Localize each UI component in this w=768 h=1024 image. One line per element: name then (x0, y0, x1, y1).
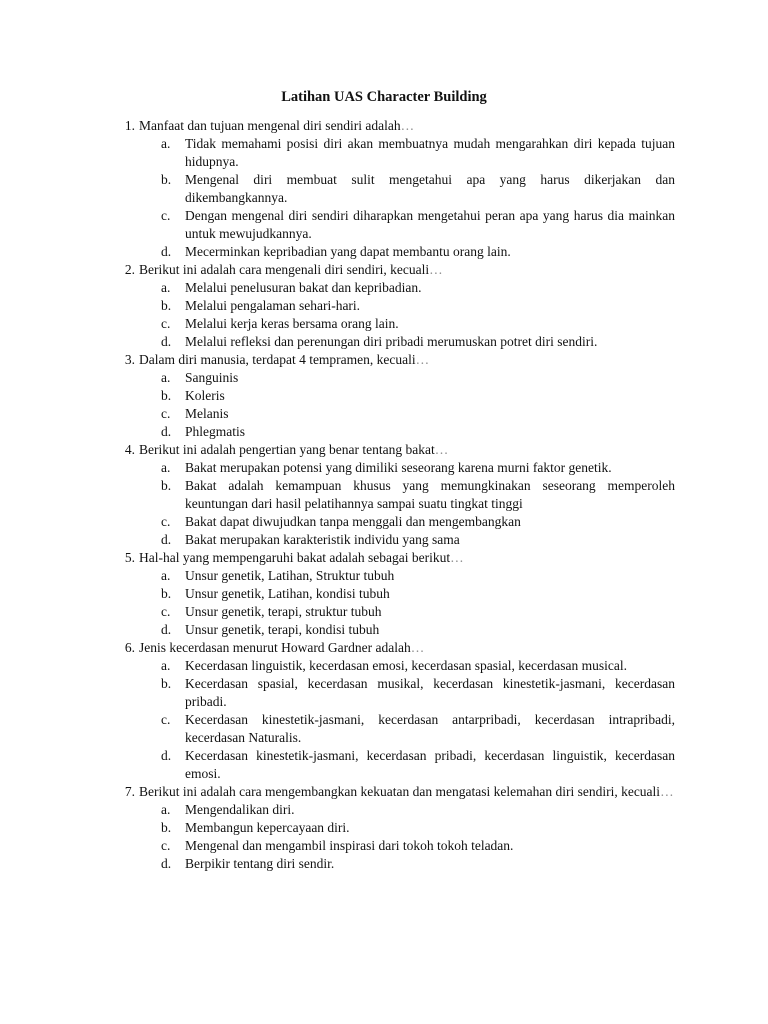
question-ellipsis: … (415, 352, 430, 367)
option-text: Melalui kerja keras bersama orang lain. (185, 316, 399, 331)
option-item (139, 207, 675, 243)
option-item (139, 135, 675, 171)
question-text: Jenis kecerdasan menurut Howard Gardner adalah (139, 640, 411, 655)
option-letter: d. (161, 244, 172, 259)
option-letter: d. (161, 748, 172, 763)
option-item (139, 333, 675, 351)
option-text: Bakat merupakan potensi yang dimiliki seseorang karena murni faktor genetik. (185, 460, 612, 475)
question-ellipsis: … (660, 784, 674, 799)
option-letter: d. (161, 532, 172, 547)
option-text: Melanis (185, 406, 229, 421)
option-text: Melalui penelusuran bakat dan kepribadian. (185, 280, 422, 295)
option-item (139, 297, 675, 315)
question-text: Dalam diri manusia, terdapat 4 tempramen, kecuali (139, 352, 416, 367)
option-item (139, 243, 675, 261)
option-letter: c. (161, 712, 171, 727)
option-text: Mengenal dan mengambil inspirasi dari tokoh tokoh teladan. (185, 838, 514, 853)
option-letter: c. (161, 838, 171, 853)
option-item (139, 747, 675, 783)
option-list (139, 567, 675, 639)
option-letter: a. (161, 658, 171, 673)
option-list (139, 369, 675, 441)
option-item (139, 423, 675, 441)
option-text: Koleris (185, 388, 225, 403)
question-text: Berikut ini adalah pengertian yang benar tentang bakat (139, 442, 435, 457)
option-item (139, 837, 675, 855)
question-item (113, 783, 675, 873)
question-number: 6. (124, 640, 135, 655)
option-text: Mengenal diri membuat sulit mengetahui apa yang harus dikerjakan dan dikembangkannya. (185, 172, 675, 205)
question-item (113, 549, 675, 639)
option-letter: b. (161, 298, 172, 313)
option-text: Membangun kepercayaan diri. (185, 820, 350, 835)
option-letter: b. (161, 478, 172, 493)
option-item (139, 513, 675, 531)
option-letter: c. (161, 514, 171, 529)
question-item (113, 351, 675, 441)
option-text: Melalui refleksi dan perenungan diri pribadi merumuskan potret diri sendiri. (185, 334, 598, 349)
question-text-line (139, 351, 675, 369)
option-letter: c. (161, 604, 171, 619)
option-text: Phlegmatis (185, 424, 245, 439)
option-letter: b. (161, 676, 172, 691)
question-ellipsis: … (429, 262, 443, 277)
option-item (139, 279, 675, 297)
question-text-line (139, 441, 675, 459)
option-list (139, 801, 675, 873)
question-number: 4. (124, 442, 135, 457)
question-list (113, 117, 675, 873)
option-item (139, 603, 675, 621)
option-item (139, 585, 675, 603)
option-item (139, 531, 675, 549)
option-text: Melalui pengalaman sehari-hari. (185, 298, 361, 313)
option-item (139, 459, 675, 477)
question-ellipsis: … (434, 442, 449, 457)
question-text-line (139, 783, 675, 801)
option-text: Kecerdasan linguistik, kecerdasan emosi, kecerdasan spasial, kecerdasan musical. (185, 658, 627, 673)
option-item (139, 387, 675, 405)
option-text: Berpikir tentang diri sendir. (185, 856, 335, 871)
option-text: Dengan mengenal diri sendiri diharapkan mengetahui peran apa yang harus dia mainkan untuk mewujudkannya. (185, 208, 675, 241)
option-item (139, 801, 675, 819)
option-letter: b. (161, 820, 172, 835)
option-item (139, 567, 675, 585)
option-item (139, 819, 675, 837)
question-number: 2. (124, 262, 135, 277)
question-item (113, 441, 675, 549)
option-text: Sanguinis (185, 370, 239, 385)
option-text: Unsur genetik, terapi, kondisi tubuh (185, 622, 380, 637)
option-text: Unsur genetik, Latihan, kondisi tubuh (185, 586, 390, 601)
question-text: Berikut ini adalah cara mengenali diri sendiri, kecuali (139, 262, 430, 277)
question-ellipsis: … (450, 550, 464, 565)
question-text: Hal-hal yang mempengaruhi bakat adalah sebagai berikut (139, 550, 451, 565)
option-item (139, 675, 675, 711)
option-text: Bakat merupakan karakteristik individu yang sama (185, 532, 460, 547)
option-letter: b. (161, 586, 172, 601)
option-text: Mecerminkan kepribadian yang dapat membantu orang lain. (185, 244, 511, 259)
option-item (139, 171, 675, 207)
option-letter: a. (161, 136, 171, 151)
option-text: Bakat dapat diwujudkan tanpa menggali dan mengembangkan (185, 514, 521, 529)
question-number: 3. (124, 352, 135, 367)
question-ellipsis: … (400, 118, 415, 133)
question-text-line (139, 549, 675, 567)
option-letter: a. (161, 460, 171, 475)
question-item (113, 117, 675, 261)
option-list (139, 135, 675, 261)
question-ellipsis: … (410, 640, 425, 655)
option-list (139, 279, 675, 351)
option-letter: b. (161, 388, 172, 403)
option-item (139, 369, 675, 387)
option-item (139, 711, 675, 747)
option-text: Kecerdasan spasial, kecerdasan musikal, kecerdasan kinestetik-jasmani, kecerdasan pribadi. (185, 676, 675, 709)
option-list (139, 459, 675, 549)
option-text: Unsur genetik, terapi, struktur tubuh (185, 604, 382, 619)
option-letter: b. (161, 172, 172, 187)
option-list (139, 657, 675, 783)
question-item (113, 639, 675, 783)
option-letter: c. (161, 208, 171, 223)
option-letter: c. (161, 406, 171, 421)
question-text: Berikut ini adalah cara mengembangkan kekuatan dan mengatasi kelemahan diri sendiri, kecuali (139, 784, 661, 799)
option-letter: d. (161, 622, 172, 637)
option-item (139, 405, 675, 423)
option-letter: a. (161, 280, 171, 295)
option-text: Tidak memahami posisi diri akan membuatnya mudah mengarahkan diri kepada tujuan hidupnya. (185, 136, 675, 169)
option-letter: d. (161, 856, 172, 871)
option-text: Mengendalikan diri. (185, 802, 295, 817)
option-text: Kecerdasan kinestetik-jasmani, kecerdasan pribadi, kecerdasan linguistik, kecerdasan emosi. (185, 748, 675, 781)
question-number: 7. (124, 784, 135, 799)
option-letter: c. (161, 316, 171, 331)
option-item (139, 657, 675, 675)
question-number: 1. (124, 118, 135, 133)
question-text-line (139, 261, 675, 279)
option-letter: a. (161, 568, 171, 583)
option-letter: a. (161, 370, 171, 385)
option-item (139, 315, 675, 333)
question-item (113, 261, 675, 351)
question-text-line (139, 117, 675, 135)
question-text: Manfaat dan tujuan mengenal diri sendiri adalah (139, 118, 401, 133)
option-text: Bakat adalah kemampuan khusus yang memungkinakan seseorang memperoleh keuntungan dari hasil pelatihannya sampai suatu tingkat tinggi (185, 478, 675, 511)
question-number: 5. (124, 550, 135, 565)
option-text: Kecerdasan kinestetik-jasmani, kecerdasan antarpribadi, kecerdasan intrapribadi, kecerdasan Naturalis. (185, 712, 675, 745)
question-text-line (139, 639, 675, 657)
option-item (139, 621, 675, 639)
option-text: Unsur genetik, Latihan, Struktur tubuh (185, 568, 395, 583)
option-letter: a. (161, 802, 171, 817)
page-title: Latihan UAS Character Building (281, 89, 487, 105)
option-item (139, 477, 675, 513)
option-item (139, 855, 675, 873)
option-letter: d. (161, 424, 172, 439)
option-letter: d. (161, 334, 172, 349)
